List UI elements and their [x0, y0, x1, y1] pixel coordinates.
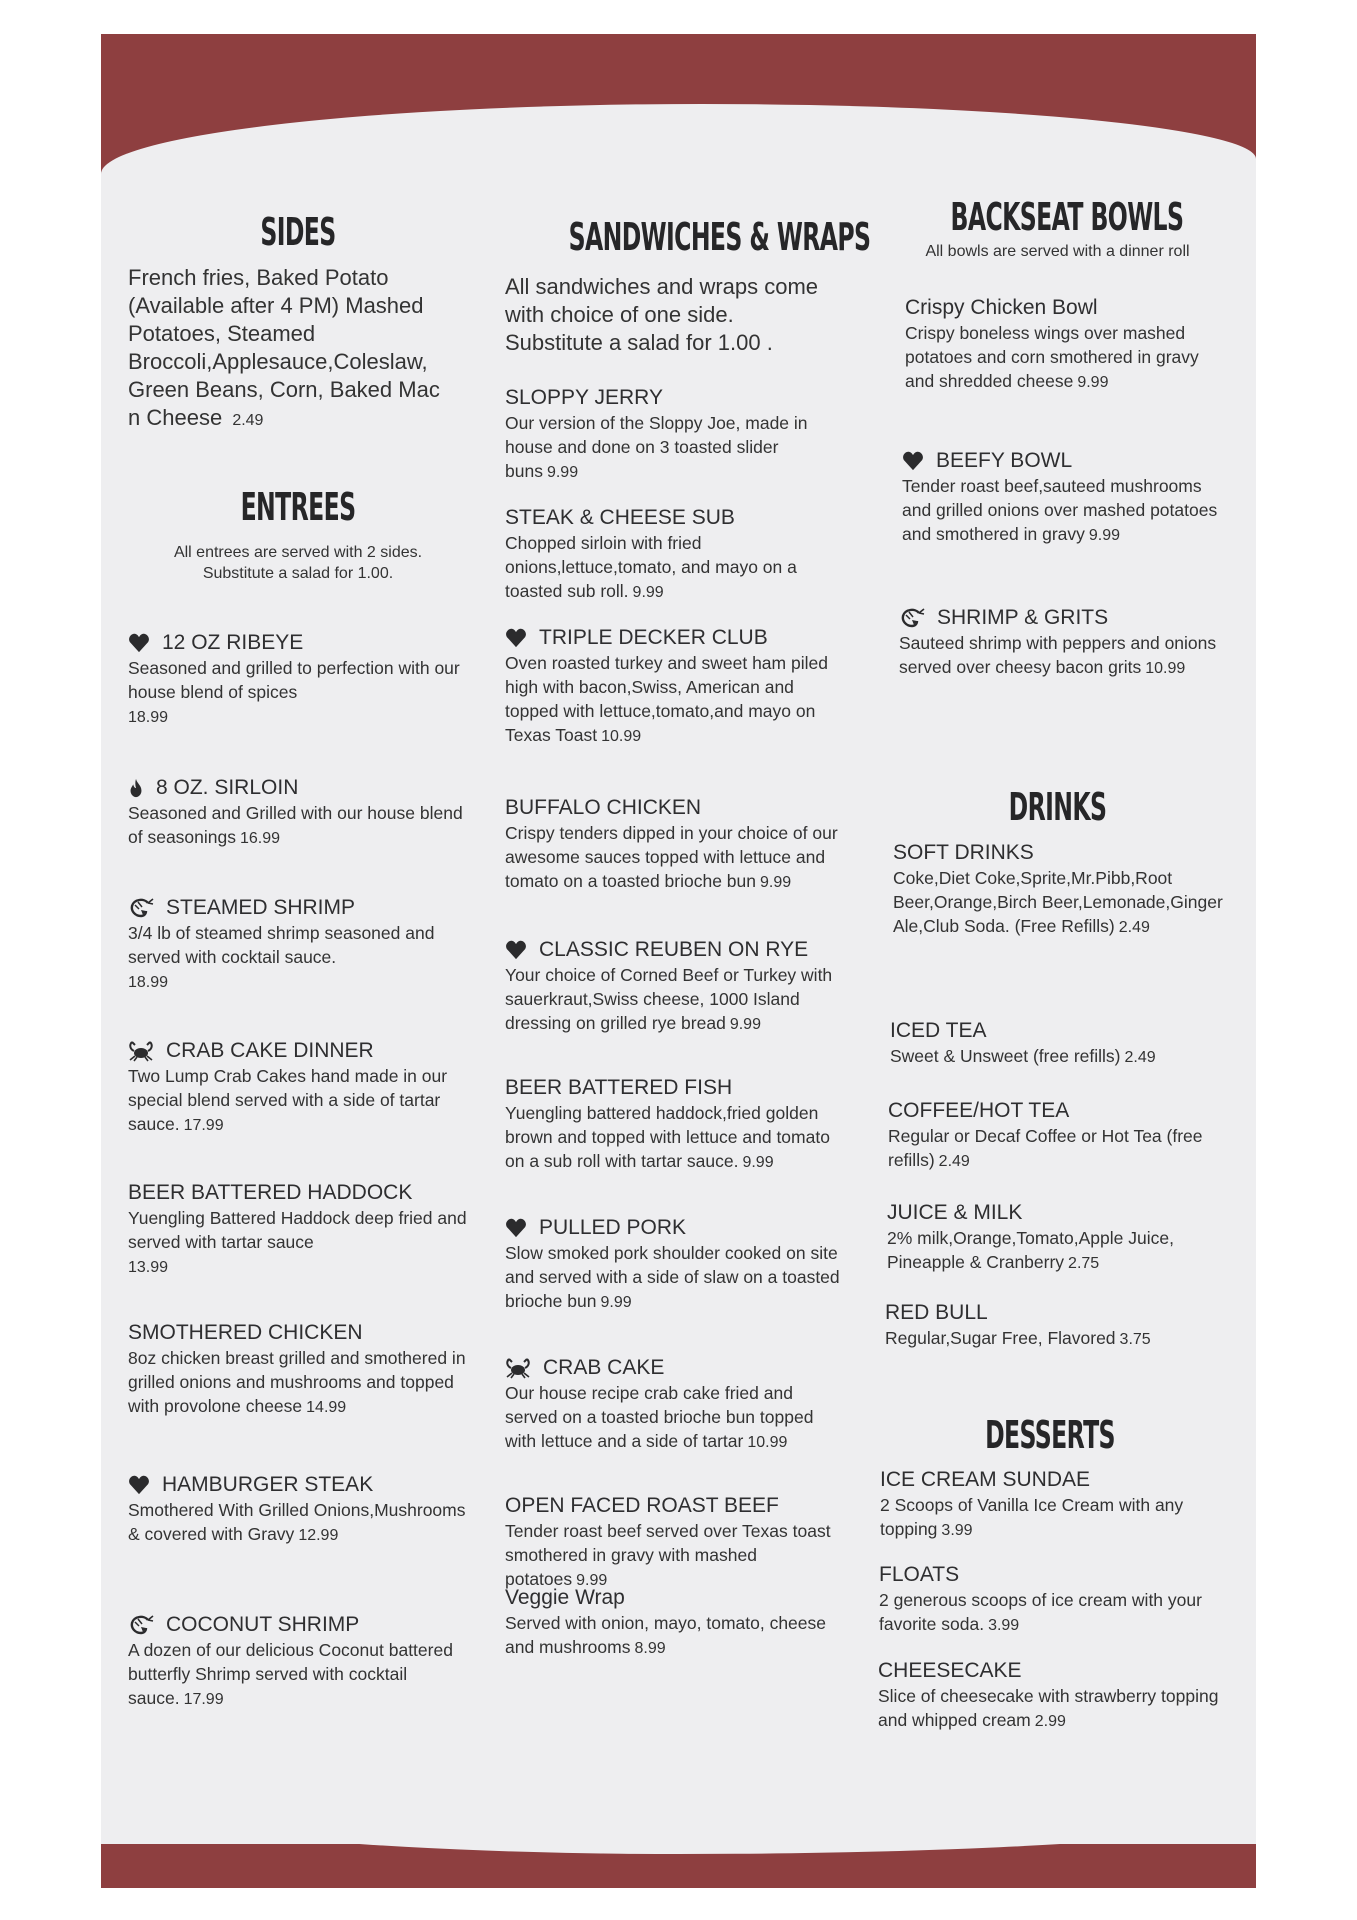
sandwich-item — [505, 1355, 840, 1455]
sandwich-desc: Slow smoked pork shoulder cooked on site and served with a side of slaw on a toasted brioche bun — [505, 1243, 840, 1311]
entree-price: 14.99 — [306, 1399, 347, 1416]
desserts-title: DESSERTS — [985, 1413, 1115, 1457]
entree-desc: Seasoned and Grilled with our house blend of seasonings — [128, 803, 463, 847]
sandwich-price: 9.99 — [632, 584, 664, 601]
drink-desc: Sweet & Unsweet (free refills) — [890, 1046, 1121, 1066]
right-column — [878, 195, 1230, 1755]
drink-desc: Regular or Decaf Coffee or Hot Tea (free refills) — [888, 1126, 1203, 1170]
entree-item — [128, 895, 468, 995]
dessert-price: 3.99 — [988, 1617, 1020, 1634]
sandwich-item — [505, 625, 840, 749]
dessert-name: CHEESECAKE — [878, 1659, 1022, 1682]
entree-price: 16.99 — [240, 830, 281, 847]
entree-item — [128, 630, 468, 730]
heart-icon — [505, 1218, 527, 1238]
sandwich-price: 9.99 — [546, 464, 579, 481]
drink-name: RED BULL — [885, 1301, 988, 1324]
entree-name: CRAB CAKE DINNER — [166, 1039, 374, 1062]
sandwich-item — [505, 385, 840, 485]
sandwich-price: 10.99 — [747, 1434, 788, 1451]
bowl-name: BEEFY BOWL — [936, 449, 1073, 472]
bowl-desc: Sauteed shrimp with peppers and onions served over cheesy bacon grits — [899, 633, 1217, 677]
dessert-desc: 2 Scoops of Vanilla Ice Cream with any topping — [880, 1495, 1184, 1539]
drink-desc: Coke,Diet Coke,Sprite,Mr.Pibb,Root Beer,Orange,Birch Beer,Lemonade,Ginger Ale,Club Soda. (Free Refills) — [893, 868, 1223, 936]
drink-item — [893, 840, 1230, 940]
bowl-item — [899, 605, 1230, 681]
drink-price: 3.75 — [1119, 1331, 1151, 1348]
sandwich-desc: Yuengling battered haddock,fried golden brown and topped with lettuce and tomato on a sub roll with tartar sauce. — [505, 1103, 830, 1171]
bowl-price: 9.99 — [1088, 527, 1121, 544]
bowl-price: 9.99 — [1077, 374, 1109, 391]
flame-icon — [128, 778, 144, 798]
sandwich-desc: Oven roasted turkey and sweet ham piled high with bacon,Swiss, American and topped with lettuce,tomato,and mayo on Texas Toast — [505, 653, 828, 745]
drink-price: 2.75 — [1068, 1255, 1100, 1272]
entree-desc: Seasoned and grilled to perfection with our house blend of spices — [128, 658, 460, 702]
shrimp-icon — [899, 607, 925, 629]
entree-name: 12 OZ RIBEYE — [162, 631, 304, 654]
bowl-desc: Crispy boneless wings over mashed potatoes and corn smothered in gravy and shredded cheese — [905, 323, 1199, 391]
middle-column — [505, 215, 871, 1675]
entree-desc: 8oz chicken breast grilled and smothered in grilled onions and mushrooms and topped with provolone cheese — [128, 1348, 466, 1416]
sandwich-item — [505, 1215, 840, 1315]
heart-icon — [505, 628, 527, 648]
bowl-item — [905, 295, 1230, 395]
entrees-title: ENTREES — [240, 485, 356, 529]
heart-icon — [128, 1475, 150, 1495]
drink-price: 2.49 — [1124, 1049, 1156, 1066]
drink-price: 2.49 — [938, 1153, 970, 1170]
entrees-note-line2: Substitute a salad for 1.00. — [202, 565, 394, 582]
drink-name: ICED TEA — [890, 1019, 987, 1042]
shrimp-icon — [128, 1614, 154, 1636]
heart-icon — [505, 940, 527, 960]
sandwich-item — [505, 795, 840, 895]
sandwiches-title: SANDWICHES & WRAPS — [568, 215, 871, 259]
dessert-desc: Slice of cheesecake with strawberry topping and whipped cream — [878, 1686, 1219, 1730]
bowl-desc: Tender roast beef,sauteed mushrooms and grilled onions over mashed potatoes and smothered in gravy — [902, 476, 1218, 544]
sandwich-desc: Served with onion, mayo, tomato, cheese and mushrooms — [505, 1613, 827, 1657]
sides-list: French fries, Baked Potato (Available after 4 PM) Mashed Potatoes, Steamed Broccoli,Applesauce,Coleslaw, Green Beans, Corn, Baked Mac n Cheese — [128, 265, 440, 430]
sandwich-name: Veggie Wrap — [505, 1586, 625, 1609]
drink-name: SOFT DRINKS — [893, 841, 1034, 864]
sandwich-desc: Your choice of Corned Beef or Turkey with sauerkraut,Swiss cheese, 1000 Island dressing on grilled rye bread — [505, 965, 833, 1033]
entree-name: SMOTHERED CHICKEN — [128, 1321, 363, 1344]
sandwich-desc: Our house recipe crab cake fried and served on a toasted brioche bun topped with lettuce and a side of tartar — [505, 1383, 814, 1451]
dessert-name: ICE CREAM SUNDAE — [880, 1468, 1091, 1491]
entree-item — [128, 1320, 468, 1420]
sandwich-item — [505, 1493, 840, 1593]
entree-price: 17.99 — [183, 1117, 224, 1134]
sandwiches-intro: All sandwiches and wraps come with choice of one side. Substitute a salad for 1.00 . — [505, 274, 819, 355]
dessert-item — [880, 1467, 1230, 1543]
sandwich-desc: Chopped sirloin with fried onions,lettuce,tomato, and mayo on a toasted sub roll. — [505, 533, 797, 601]
entree-item — [128, 1180, 468, 1280]
drink-desc: 2% milk,Orange,Tomato,Apple Juice, Pineapple & Cranberry — [887, 1228, 1174, 1272]
sandwich-name: CLASSIC REUBEN ON RYE — [539, 938, 809, 961]
drink-item — [888, 1098, 1230, 1174]
entree-desc: A dozen of our delicious Coconut battered butterfly Shrimp served with cocktail sauce. — [128, 1640, 453, 1708]
drink-name: JUICE & MILK — [887, 1201, 1023, 1224]
bowl-price: 10.99 — [1145, 660, 1186, 677]
drink-item — [890, 1018, 1230, 1070]
drink-price: 2.49 — [1118, 919, 1150, 936]
sandwich-price: 9.99 — [729, 1016, 761, 1033]
sandwich-name: BUFFALO CHICKEN — [505, 796, 702, 819]
drinks-title: DRINKS — [1008, 785, 1107, 829]
bowl-item — [902, 448, 1230, 548]
sandwich-price: 9.99 — [760, 874, 792, 891]
dessert-desc: 2 generous scoops of ice cream with your favorite soda. — [879, 1590, 1202, 1634]
sandwich-name: OPEN FACED ROAST BEEF — [505, 1494, 779, 1517]
sides-text — [128, 264, 458, 435]
dessert-name: FLOATS — [879, 1563, 960, 1586]
entree-price: 13.99 — [128, 1259, 169, 1276]
entree-item — [128, 1038, 468, 1138]
sandwich-price: 9.99 — [576, 1572, 608, 1589]
drink-item — [887, 1200, 1230, 1276]
entree-name: COCONUT SHRIMP — [166, 1613, 360, 1636]
sandwich-desc: Crispy tenders dipped in your choice of our awesome sauces topped with lettuce and tomato on a toasted brioche bun — [505, 823, 838, 891]
entree-item — [128, 1612, 468, 1712]
entree-price: 18.99 — [128, 709, 169, 726]
sandwich-price: 10.99 — [601, 728, 642, 745]
entree-name: STEAMED SHRIMP — [166, 896, 356, 919]
sandwich-price: 9.99 — [600, 1294, 632, 1311]
entree-price: 18.99 — [128, 974, 169, 991]
bowls-note: All bowls are served with a dinner roll — [925, 243, 1190, 260]
sandwich-item — [505, 937, 840, 1037]
left-column — [128, 210, 468, 1710]
dessert-price: 3.99 — [941, 1522, 973, 1539]
entree-item — [128, 1472, 468, 1548]
bowls-title: BACKSEAT BOWLS — [950, 195, 1184, 239]
sandwich-price: 9.99 — [742, 1154, 774, 1171]
heart-icon — [902, 451, 924, 471]
crab-icon — [505, 1357, 531, 1379]
crab-icon — [128, 1040, 154, 1062]
drink-item — [885, 1300, 1230, 1352]
drink-name: COFFEE/HOT TEA — [888, 1099, 1070, 1122]
entrees-note — [128, 538, 468, 584]
heart-icon — [128, 633, 150, 653]
sandwich-name: BEER BATTERED FISH — [505, 1076, 733, 1099]
entree-desc: Two Lump Crab Cakes hand made in our special blend served with a side of tartar sauce. — [128, 1066, 448, 1134]
sides-price: 2.49 — [232, 412, 264, 429]
sandwich-item — [505, 1075, 840, 1175]
entree-item — [128, 775, 468, 851]
entree-price: 17.99 — [183, 1691, 224, 1708]
sandwich-name: CRAB CAKE — [543, 1356, 665, 1379]
entree-price: 12.99 — [298, 1527, 339, 1544]
sandwich-name: PULLED PORK — [539, 1216, 687, 1239]
sandwich-item — [505, 1585, 840, 1661]
sandwich-item — [505, 505, 840, 605]
dessert-item — [878, 1658, 1230, 1734]
entree-name: HAMBURGER STEAK — [162, 1473, 374, 1496]
entree-desc: 3/4 lb of steamed shrimp seasoned and served with cocktail sauce. — [128, 923, 435, 967]
drink-desc: Regular,Sugar Free, Flavored — [885, 1328, 1116, 1348]
bowl-name: SHRIMP & GRITS — [937, 606, 1109, 629]
entree-desc: Smothered With Grilled Onions,Mushrooms & covered with Gravy — [128, 1500, 466, 1544]
shrimp-icon — [128, 897, 154, 919]
sandwich-name: SLOPPY JERRY — [505, 386, 663, 409]
bowl-name: Crispy Chicken Bowl — [905, 296, 1098, 319]
entrees-note-line1: All entrees are served with 2 sides. — [173, 544, 423, 561]
sandwich-name: TRIPLE DECKER CLUB — [539, 626, 768, 649]
entree-desc: Yuengling Battered Haddock deep fried and served with tartar sauce — [128, 1208, 467, 1252]
sandwich-price: 8.99 — [634, 1640, 666, 1657]
sides-title: SIDES — [260, 210, 336, 254]
dessert-item — [879, 1562, 1230, 1638]
sandwich-name: STEAK & CHEESE SUB — [505, 506, 735, 529]
sandwich-desc: Tender roast beef served over Texas toast smothered in gravy with mashed potatoes — [505, 1521, 831, 1589]
sandwich-desc: Our version of the Sloppy Joe, made in house and done on 3 toasted slider buns — [505, 413, 808, 481]
dessert-price: 2.99 — [1034, 1713, 1066, 1730]
entree-name: BEER BATTERED HADDOCK — [128, 1181, 413, 1204]
entree-name: 8 OZ. SIRLOIN — [156, 776, 299, 799]
